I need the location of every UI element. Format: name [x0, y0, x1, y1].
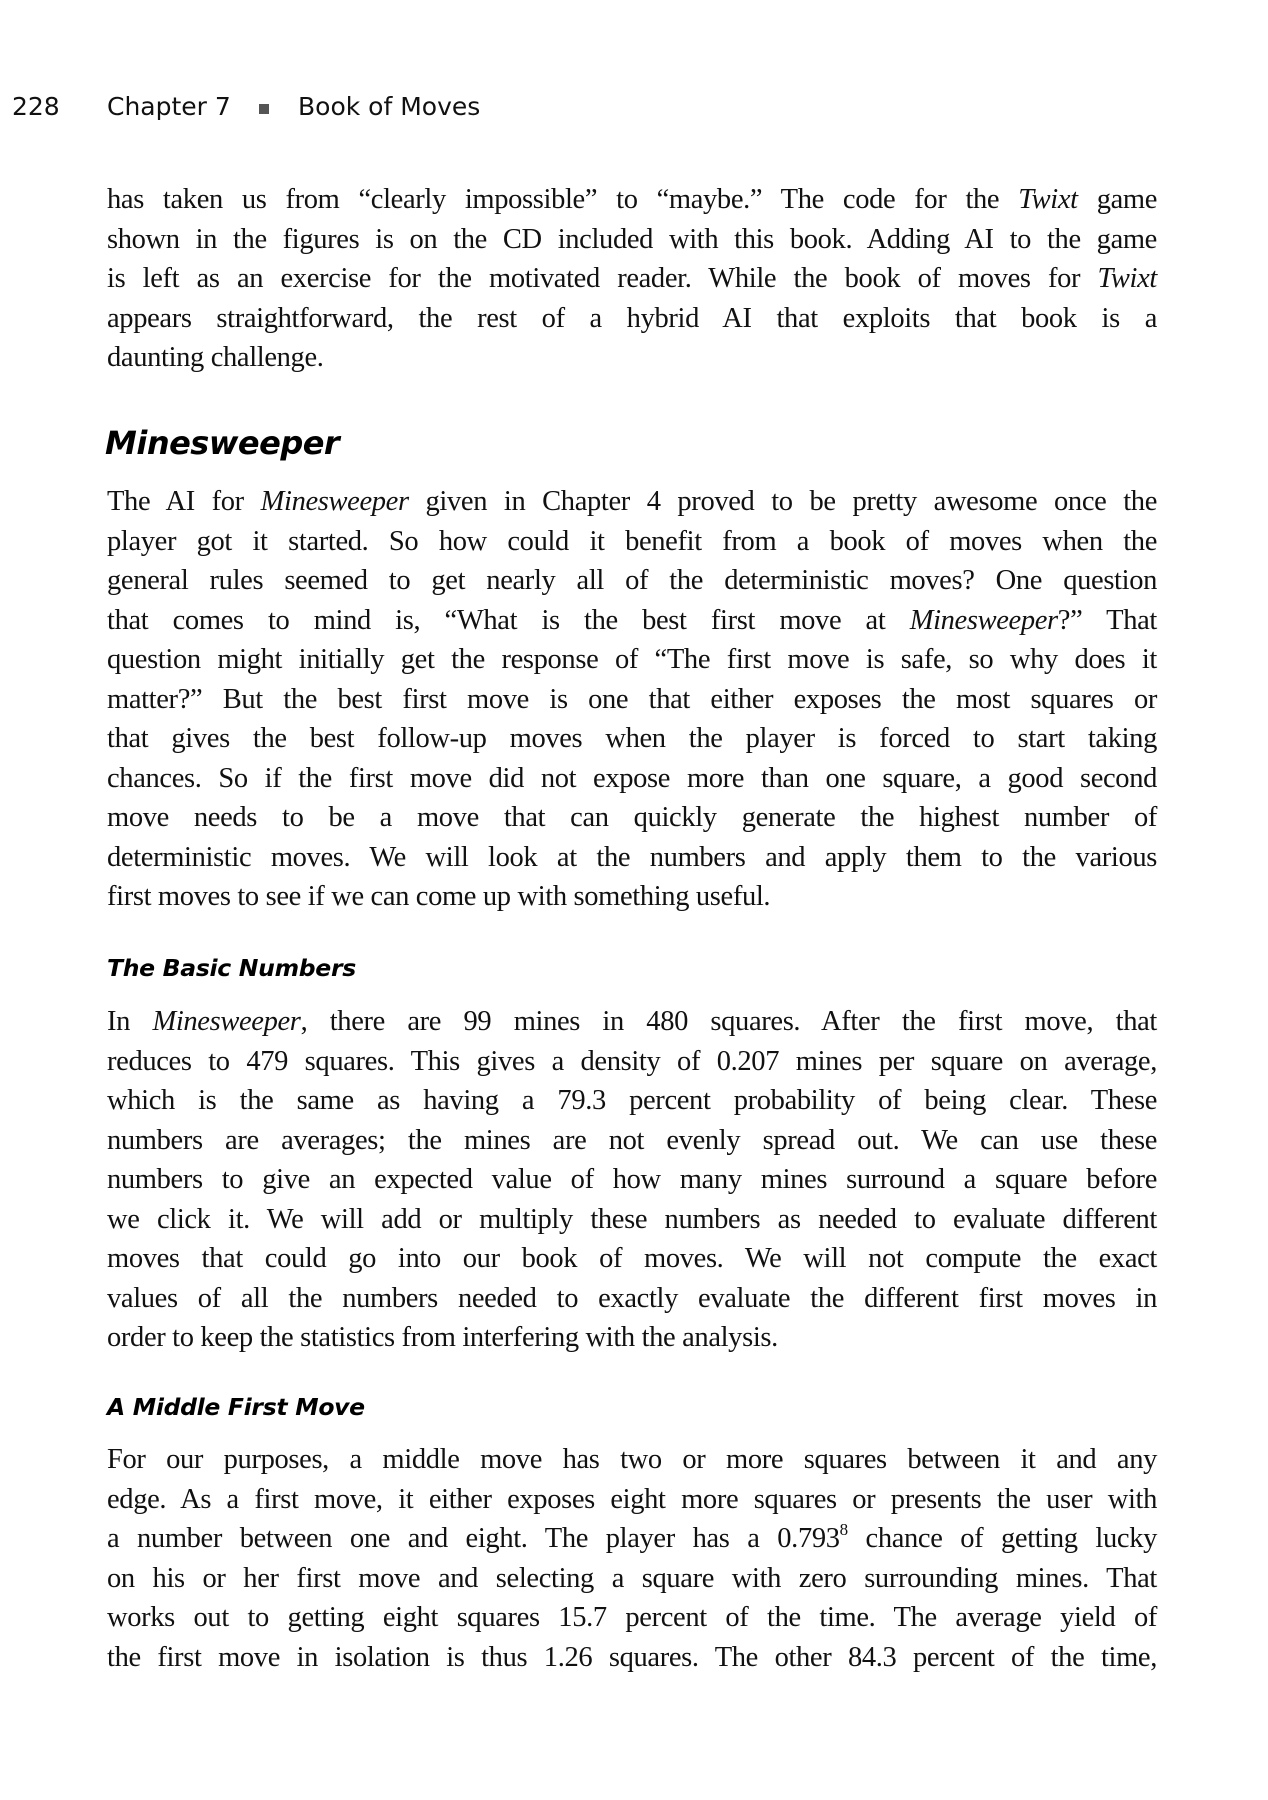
text-line: order to keep the statistics from interfering with the analysis.	[107, 1322, 778, 1353]
text-line: the first move in isolation is thus 1.26 squares. The other 84.3 percent of the time,	[107, 1641, 1157, 1673]
text-line: has taken us from “clearly impossible” to “maybe.” The code for the Twixt game	[107, 184, 1158, 215]
text-line: For our purposes, a middle move has two or more squares between it and any	[107, 1444, 1157, 1475]
section-heading-minesweeper: Minesweeper	[105, 424, 340, 462]
text-line: a number between one and eight. The player has a 0.793$^8$ chance of getting lucky	[107, 1520, 1157, 1554]
text-line: deterministic moves. We will look at the numbers and apply them to the various	[107, 841, 1157, 873]
subsection-heading-middle-first-move: A Middle First Move	[107, 1393, 365, 1421]
text-line: numbers to give an expected value of how many mines surround a square before	[107, 1164, 1157, 1195]
text-line: question might initially get the response of “The first move is safe, so why does it	[107, 644, 1157, 675]
text-line: chances. So if the first move did not expose more than one square, a good second	[107, 762, 1157, 794]
text-line: we click it. We will add or multiply these numbers as needed to evaluate different	[107, 1203, 1157, 1235]
square-bullet-icon	[259, 104, 269, 114]
text-line: The AI for Minesweeper given in Chapter 4 proved to be pretty awesome once the	[107, 486, 1157, 517]
text-line: general rules seemed to get nearly all of the deterministic moves? One question	[107, 565, 1157, 596]
text-line: that comes to mind is, “What is the best first move at Minesweeper?” That	[107, 604, 1157, 636]
text-line: works out to getting eight squares 15.7 percent of the time. The average yield of	[107, 1602, 1157, 1633]
text-line: player got it started. So how could it benefit from a book of moves when the	[107, 525, 1157, 557]
text-line: reduces to 479 squares. This gives a density of 0.207 mines per square on average,	[107, 1045, 1157, 1077]
chapter-title: Book of Moves	[298, 92, 481, 121]
text-line: moves that could go into our book of moves. We will not compute the exact	[107, 1243, 1157, 1274]
text-line: on his or her first move and selecting a square with zero surrounding mines. That	[107, 1562, 1157, 1594]
text-line: appears straightforward, the rest of a hybrid AI that exploits that book is a	[107, 302, 1157, 334]
text-line: In Minesweeper, there are 99 mines in 480 squares. After the first move, that	[107, 1006, 1157, 1037]
text-line: edge. As a first move, it either exposes eight more squares or presents the user with	[107, 1483, 1157, 1515]
text-line: matter?” But the best first move is one that either exposes the most squares or	[107, 683, 1157, 715]
running-head	[0, 90, 1268, 126]
text-line: first moves to see if we can come up with something useful.	[107, 881, 771, 912]
text-line: move needs to be a move that can quickly generate the highest number of	[107, 802, 1157, 833]
text-line: numbers are averages; the mines are not evenly spread out. We can use these	[107, 1124, 1157, 1156]
text-line: values of all the numbers needed to exactly evaluate the different first moves in	[107, 1282, 1157, 1314]
chapter-label: Chapter 7	[107, 92, 231, 121]
subsection-heading-basic-numbers: The Basic Numbers	[107, 954, 356, 982]
text-line: is left as an exercise for the motivated reader. While the book of moves for Twixt	[107, 263, 1157, 294]
text-line: which is the same as having a 79.3 percent probability of being clear. These	[107, 1085, 1157, 1116]
page-number: 228	[12, 92, 60, 121]
text-line: shown in the figures is on the CD included with this book. Adding AI to the game	[107, 223, 1157, 255]
text-line: that gives the best follow-up moves when the player is forced to start taking	[107, 723, 1157, 754]
text-line: daunting challenge.	[107, 342, 324, 373]
